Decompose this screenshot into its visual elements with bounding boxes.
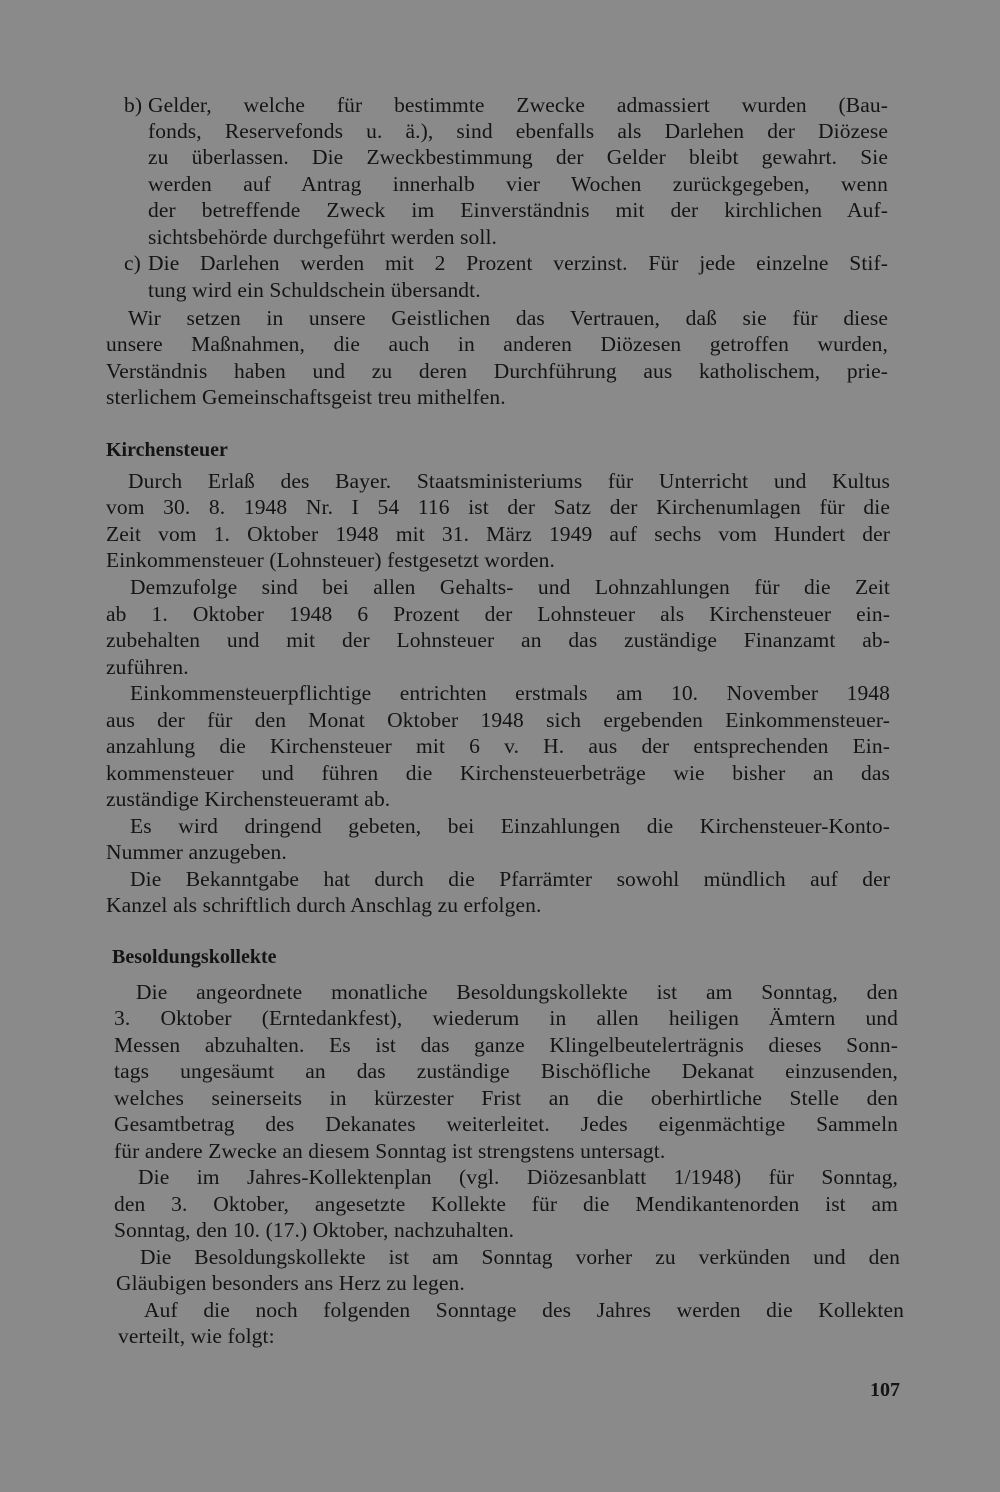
kirchensteuer-line-10: aus der für den Monat Oktober 1948 sich ergebenden Einkommensteuer- (106, 708, 890, 732)
besoldung-line-13: Auf die noch folgenden Sonntage des Jahres werden die Kollekten (144, 1298, 904, 1322)
kirchensteuer-line-9: Einkommensteuerpflichtige entrichten erstmals am 10. November 1948 (130, 681, 890, 705)
section-b-line-3: zu überlassen. Die Zweckbestimmung der Gelder bleibt gewahrt. Sie (148, 145, 888, 169)
heading-besoldungskollekte: Besoldungskollekte (112, 946, 277, 968)
kirchensteuer-line-2: vom 30. 8. 1948 Nr. I 54 116 ist der Satz der Kirchenumlagen für die (106, 495, 890, 519)
closing-para-line-1: Wir setzen in unsere Geistlichen das Vertrauen, daß sie für diese (128, 306, 888, 330)
section-b-line-4: werden auf Antrag innerhalb vier Wochen zurückgegeben, wenn (148, 172, 888, 196)
section-b-line-2: fonds, Reservefonds u. ä.), sind ebenfalls als Darlehen der Diözese (148, 119, 888, 143)
section-c-line-1: Die Darlehen werden mit 2 Prozent verzinst. Für jede einzelne Stif- (148, 251, 888, 275)
section-b-line-6: sichtsbehörde durchgeführt werden soll. (148, 225, 497, 249)
besoldung-line-1: Die angeordnete monatliche Besoldungskollekte ist am Sonntag, den (136, 980, 898, 1004)
section-b-label: b) (124, 93, 143, 117)
besoldung-line-5: welches seinerseits in kürzester Frist an die oberhirtliche Stelle den (114, 1086, 898, 1110)
section-c-label: c) (124, 251, 141, 275)
besoldung-line-6: Gesamtbetrag des Dekanates weiterleitet. Jedes eigenmächtige Sammeln (114, 1112, 898, 1136)
kirchensteuer-line-7: zubehalten und mit der Lohnsteuer an das zuständige Finanzamt ab- (106, 628, 890, 652)
kirchensteuer-line-15: Nummer anzugeben. (106, 840, 287, 864)
besoldung-line-7: für andere Zwecke an diesem Sonntag ist strengstens untersagt. (114, 1139, 666, 1163)
besoldung-line-8: Die im Jahres-Kollektenplan (vgl. Diözesanblatt 1/1948) für Sonntag, (138, 1165, 898, 1189)
besoldung-line-4: tags ungesäumt an das zuständige Bischöfliche Dekanat einzusenden, (114, 1059, 898, 1083)
closing-para-line-4: sterlichem Gemeinschaftsgeist treu mithelfen. (106, 385, 506, 409)
kirchensteuer-line-1: Durch Erlaß des Bayer. Staatsministeriums für Unterricht und Kultus (128, 469, 890, 493)
besoldung-line-9: den 3. Oktober, angesetzte Kollekte für die Mendikantenorden ist am (114, 1192, 898, 1216)
kirchensteuer-line-14: Es wird dringend gebeten, bei Einzahlungen die Kirchensteuer-Konto- (130, 814, 890, 838)
kirchensteuer-line-16: Die Bekanntgabe hat durch die Pfarrämter sowohl mündlich auf der (130, 867, 890, 891)
kirchensteuer-line-12: kommensteuer und führen die Kirchensteuerbeträge wie bisher an das (106, 761, 890, 785)
kirchensteuer-line-3: Zeit vom 1. Oktober 1948 mit 31. März 1949 auf sechs vom Hundert der (106, 522, 890, 546)
besoldung-line-11: Die Besoldungskollekte ist am Sonntag vorher zu verkünden und den (140, 1245, 900, 1269)
kirchensteuer-line-6: ab 1. Oktober 1948 6 Prozent der Lohnsteuer als Kirchensteuer ein- (106, 602, 890, 626)
section-c-line-2: tung wird ein Schuldschein übersandt. (148, 278, 481, 302)
kirchensteuer-line-5: Demzufolge sind bei allen Gehalts- und Lohnzahlungen für die Zeit (130, 575, 890, 599)
besoldung-line-2: 3. Oktober (Erntedankfest), wiederum in allen heiligen Ämtern und (114, 1006, 898, 1030)
heading-kirchensteuer: Kirchensteuer (106, 439, 228, 461)
kirchensteuer-line-13: zuständige Kirchensteueramt ab. (106, 787, 391, 811)
section-b-line-5: der betreffende Zweck im Einverständnis mit der kirchlichen Auf- (148, 198, 888, 222)
section-b-line-1: Gelder, welche für bestimmte Zwecke admassiert wurden (Bau- (148, 93, 888, 117)
closing-para-line-2: unsere Maßnahmen, die auch in anderen Diözesen getroffen wurden, (106, 332, 888, 356)
kirchensteuer-line-11: anzahlung die Kirchensteuer mit 6 v. H. aus der entsprechenden Ein- (106, 734, 890, 758)
kirchensteuer-line-17: Kanzel als schriftlich durch Anschlag zu erfolgen. (106, 893, 542, 917)
besoldung-line-14: verteilt, wie folgt: (118, 1324, 275, 1348)
besoldung-line-3: Messen abzuhalten. Es ist das ganze Klingelbeutelerträgnis dieses Sonn- (114, 1033, 898, 1057)
besoldung-line-10: Sonntag, den 10. (17.) Oktober, nachzuhalten. (114, 1218, 515, 1242)
page-number: 107 (870, 1379, 900, 1401)
besoldung-line-12: Gläubigen besonders ans Herz zu legen. (116, 1271, 465, 1295)
closing-para-line-3: Verständnis haben und zu deren Durchführung aus katholischem, prie- (106, 359, 888, 383)
kirchensteuer-line-4: Einkommensteuer (Lohnsteuer) festgesetzt worden. (106, 548, 555, 572)
kirchensteuer-line-8: zuführen. (106, 655, 189, 679)
